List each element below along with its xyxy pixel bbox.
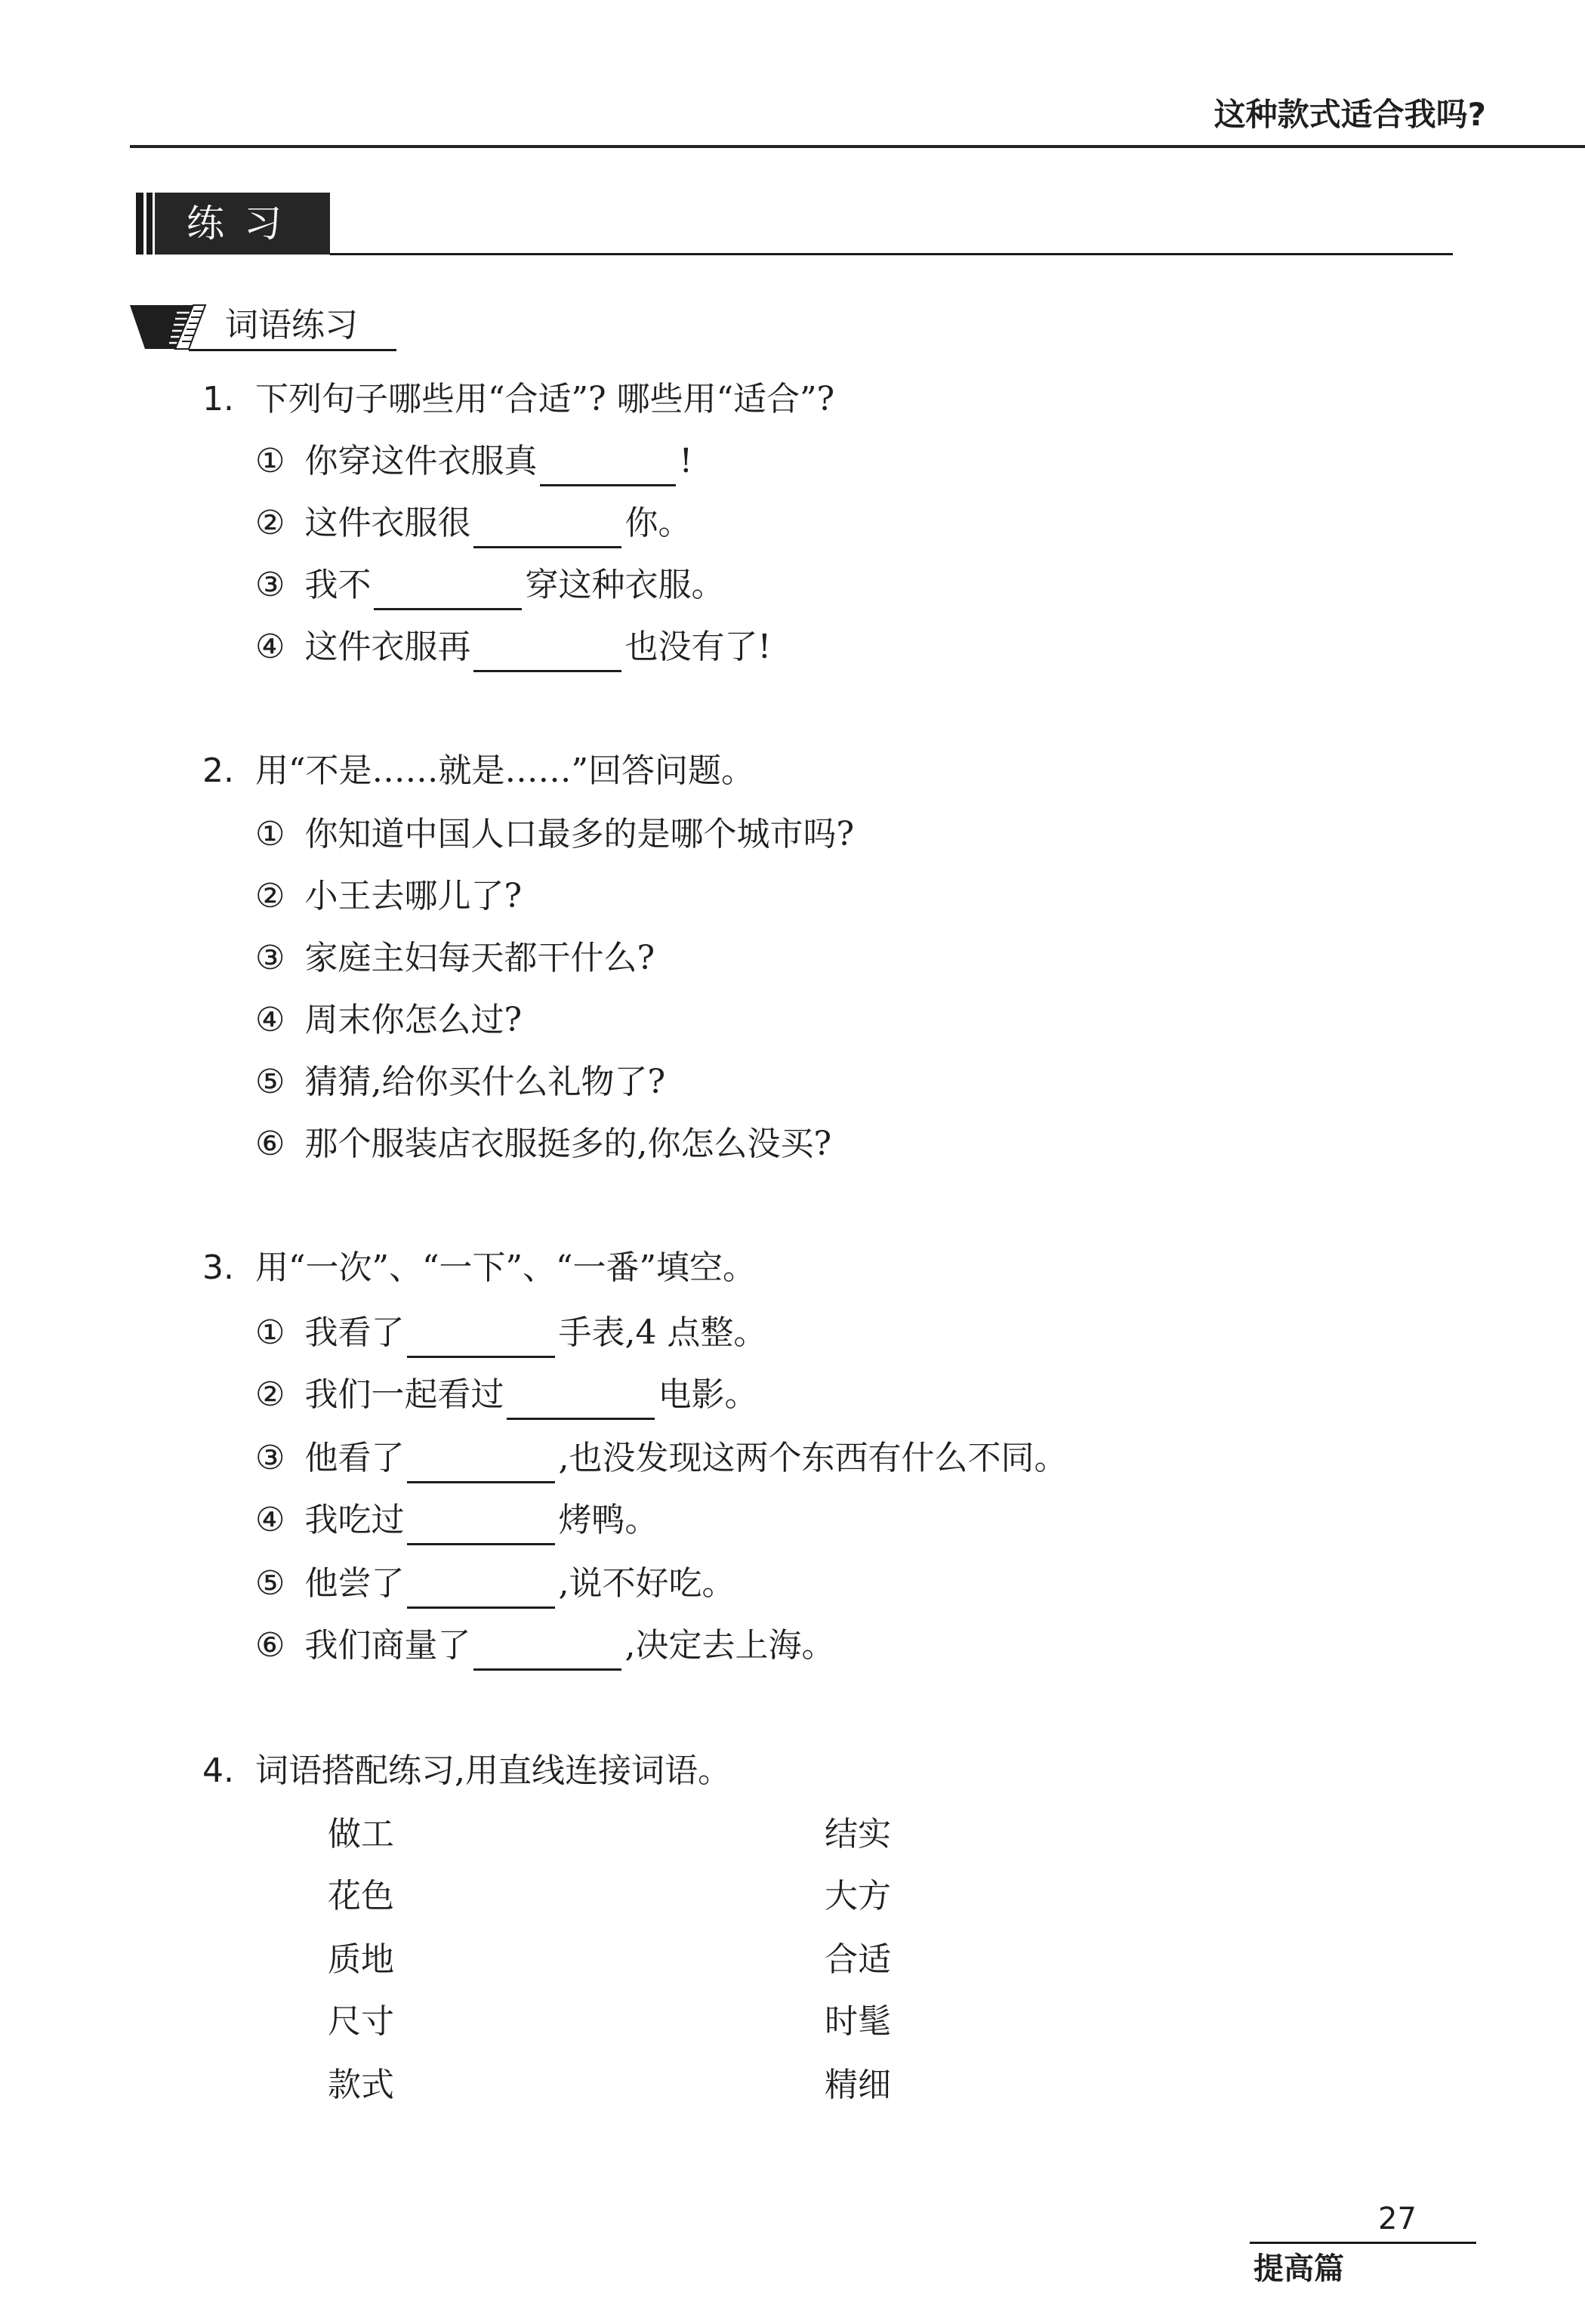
answer-blank[interactable] [540, 449, 676, 486]
item-marker: ③ [255, 939, 285, 977]
answer-blank[interactable] [407, 1446, 555, 1483]
exercise-4-number: 4. [202, 1751, 234, 1790]
item-text-before: 他看了 [304, 1439, 405, 1477]
item-marker: ⑥ [255, 1125, 285, 1163]
item-text-before: 这件衣服很 [304, 504, 471, 542]
exercise-2-item-3 [255, 934, 655, 983]
footer-rule [1250, 2242, 1476, 2244]
item-text-after: ,也没发现这两个东西有什么不同。 [558, 1439, 1068, 1477]
match-left-word[interactable]: 款式 [328, 2066, 394, 2104]
section-banner: 练习 [155, 193, 330, 255]
match-right-word[interactable]: 大方 [825, 1877, 891, 1915]
exercise-2-item-6 [255, 1119, 831, 1169]
running-title: 这种款式适合我吗? [1213, 96, 1486, 133]
exercise-2-item-4 [255, 995, 522, 1045]
item-marker: ⑤ [255, 1564, 285, 1603]
match-right-word[interactable]: 结实 [825, 1815, 891, 1853]
banner-bars [136, 193, 153, 255]
item-text-before: 你穿这件衣服真 [304, 442, 538, 480]
exercise-3-item-6 [255, 1621, 834, 1671]
exercise-1-prompt: 下列句子哪些用“合适”? 哪些用“适合”? [255, 380, 835, 418]
exercise-2-item-1 [255, 810, 854, 860]
item-marker: ⑥ [255, 1626, 285, 1665]
item-marker: ④ [255, 1001, 285, 1039]
item-text-before: 我不 [304, 566, 372, 604]
item-text: 周末你怎么过? [304, 1001, 523, 1039]
item-text-after: 电影。 [658, 1375, 758, 1414]
exercise-2-number: 2. [202, 752, 234, 790]
answer-blank[interactable] [407, 1320, 555, 1358]
exercise-2-item-5 [255, 1057, 665, 1107]
item-text: 你知道中国人口最多的是哪个城市吗? [304, 815, 855, 853]
exercise-3-item-5 [255, 1559, 735, 1609]
item-text-after: 穿这种衣服。 [525, 566, 725, 604]
item-text-before: 他尝了 [304, 1564, 405, 1603]
match-right-word[interactable]: 合适 [825, 1940, 891, 1979]
exercise-1-item-1 [255, 437, 692, 486]
item-marker: ⑤ [255, 1063, 285, 1101]
exercise-3-item-4 [255, 1495, 658, 1545]
item-text: 猜猜,给你买什么礼物了? [304, 1063, 666, 1101]
item-text-after: ,决定去上海。 [624, 1626, 835, 1665]
book-label: 提高篇 [1254, 2251, 1344, 2286]
item-text-before: 我吃过 [304, 1501, 405, 1539]
item-marker: ① [255, 1313, 285, 1352]
item-text-after: ! [679, 442, 693, 480]
item-marker: ① [255, 442, 285, 480]
banner-rule [330, 253, 1453, 255]
item-text-before: 我看了 [304, 1313, 405, 1352]
subsection-title: 词语练习 [225, 306, 358, 344]
match-right-word[interactable]: 精细 [825, 2066, 891, 2104]
exercise-2-prompt: 用“不是……就是……”回答问题。 [255, 752, 754, 790]
match-left-word[interactable]: 尺寸 [328, 2002, 394, 2041]
exercise-3-item-2 [255, 1370, 757, 1420]
item-text-after: ,说不好吃。 [558, 1564, 735, 1603]
item-marker: ② [255, 877, 285, 915]
exercise-1-item-3 [255, 560, 724, 610]
exercise-4-prompt: 词语搭配练习,用直线连接词语。 [255, 1751, 731, 1790]
answer-blank[interactable] [407, 1508, 555, 1545]
exercise-3-item-1 [255, 1308, 766, 1358]
exercise-1-item-2 [255, 498, 691, 548]
subsection-flag-icon [130, 302, 211, 352]
exercise-3-number: 3. [202, 1248, 234, 1287]
item-text-before: 这件衣服再 [304, 628, 471, 666]
answer-blank[interactable] [374, 573, 522, 610]
item-text-after: 烤鸭。 [558, 1501, 658, 1539]
item-marker: ④ [255, 1501, 285, 1539]
item-marker: ① [255, 815, 285, 853]
item-marker: ③ [255, 1439, 285, 1477]
item-text-after: 你。 [624, 504, 692, 542]
answer-blank[interactable] [473, 634, 621, 672]
subsection-rule [189, 349, 396, 351]
item-marker: ② [255, 504, 285, 542]
exercise-1-item-4 [255, 622, 771, 672]
exercise-2-item-2 [255, 872, 522, 921]
page-number: 27 [1378, 2202, 1417, 2236]
item-marker: ② [255, 1375, 285, 1414]
exercise-1-number: 1. [202, 380, 234, 418]
answer-blank[interactable] [507, 1382, 655, 1420]
answer-blank[interactable] [473, 1633, 621, 1671]
item-text-after: 手表,4 点整。 [558, 1313, 767, 1352]
match-left-word[interactable]: 花色 [328, 1877, 394, 1915]
item-text: 家庭主妇每天都干什么? [304, 939, 655, 977]
item-text: 那个服装店衣服挺多的,你怎么没买? [304, 1125, 832, 1163]
exercise-3-item-3 [255, 1434, 1067, 1483]
item-marker: ④ [255, 628, 285, 666]
answer-blank[interactable] [473, 511, 621, 548]
exercise-3-prompt: 用“一次”、“一下”、“一番”填空。 [255, 1248, 756, 1287]
header-rule [130, 145, 1585, 148]
item-marker: ③ [255, 566, 285, 604]
answer-blank[interactable] [407, 1571, 555, 1609]
match-left-word[interactable]: 质地 [328, 1940, 394, 1979]
match-left-word[interactable]: 做工 [328, 1815, 394, 1853]
item-text-after: 也没有了! [624, 628, 772, 666]
item-text-before: 我们一起看过 [304, 1375, 504, 1414]
item-text: 小王去哪儿了? [304, 877, 523, 915]
match-right-word[interactable]: 时髦 [825, 2002, 891, 2041]
item-text-before: 我们商量了 [304, 1626, 471, 1665]
